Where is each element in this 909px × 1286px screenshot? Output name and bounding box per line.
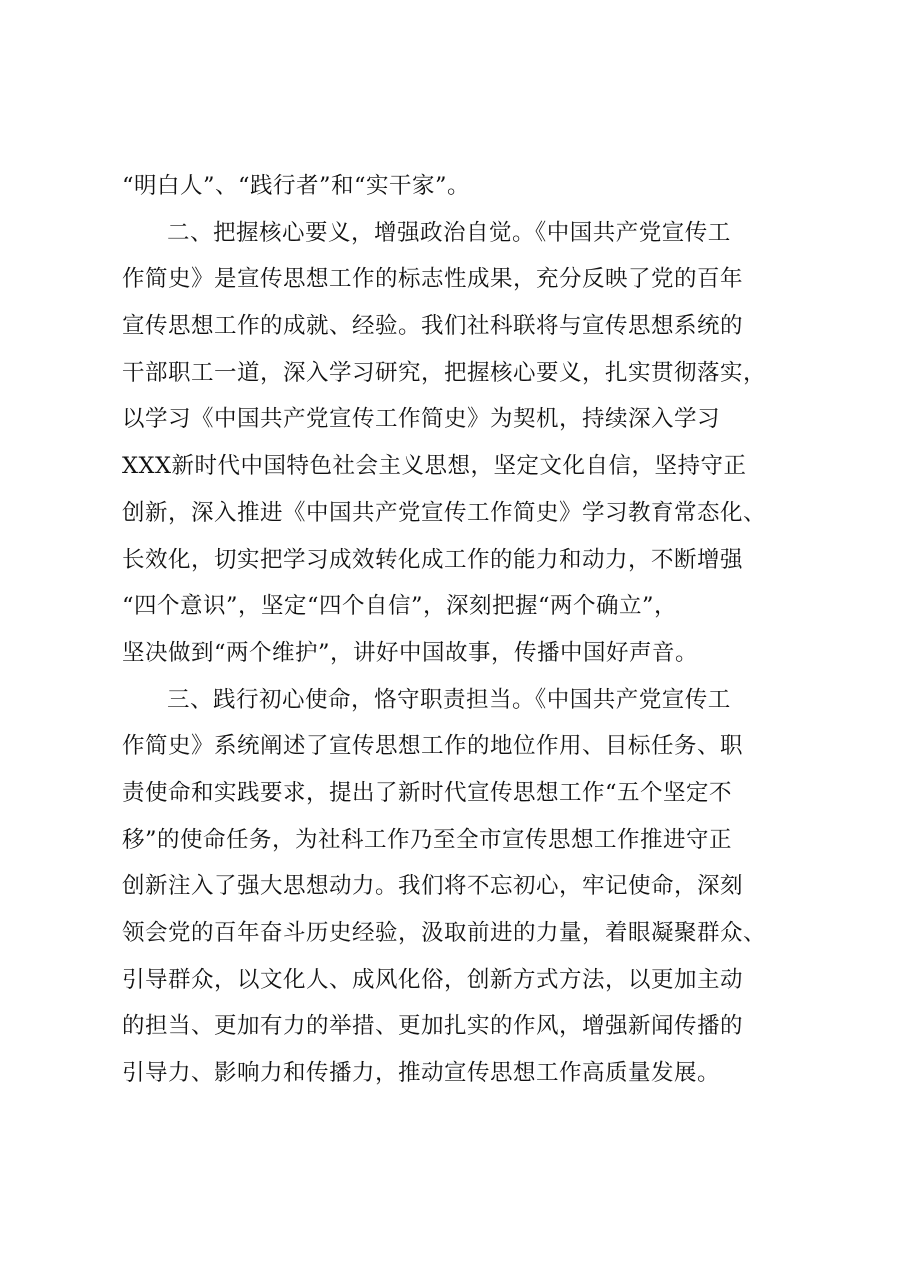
document-line: 的担当、更加有力的举措、更加扎实的作风，增强新闻传播的: [122, 1013, 744, 1040]
document-line: XXX新时代中国特色社会主义思想，坚定文化自信，坚持守正: [122, 453, 747, 480]
document-line: 干部职工一道，深入学习研究，把握核心要义，扎实贯彻落实，: [122, 359, 767, 386]
document-line: 引导力、影响力和传播力，推动宣传思想工作高质量发展。: [122, 1060, 721, 1087]
document-line: 创新，深入推进《中国共产党宣传工作简史》学习教育常态化、: [122, 499, 767, 526]
document-line: 三、践行初心使命，恪守职责担当。《中国共产党宣传工: [167, 686, 731, 713]
document-line: 移”的使命任务，为社科工作乃至全市宣传思想工作推进守正: [122, 826, 733, 853]
document-line: “明白人”、“践行者”和“实干家”。: [122, 173, 471, 199]
document-line: 坚决做到“两个维护”，讲好中国故事，传播中国好声音。: [122, 639, 699, 666]
document-line: 长效化，切实把学习成效转化成工作的能力和动力，不断增强: [122, 546, 744, 573]
document-line: 创新注入了强大思想动力。我们将不忘初心，牢记使命，深刻: [122, 873, 744, 900]
document-line: 二、把握核心要义，增强政治自觉。《中国共产党宣传工: [167, 219, 731, 246]
document-line: 以学习《中国共产党宣传工作简史》为契机，持续深入学习: [122, 406, 721, 433]
document-line: 引导群众，以文化人、成风化俗，创新方式方法，以更加主动: [122, 966, 744, 993]
document-body: [122, 163, 802, 1097]
document-line: 作简史》系统阐述了宣传思想工作的地位作用、目标任务、职: [122, 733, 744, 760]
document-line: 领会党的百年奋斗历史经验，汲取前进的力量，着眼凝聚群众、: [122, 920, 767, 946]
document-line: “四个意识”，坚定“四个自信”，深刻把握“两个确立”，: [122, 593, 678, 620]
document-line: 宣传思想工作的成就、经验。我们社科联将与宣传思想系统的: [122, 313, 744, 340]
document-line: 责使命和实践要求，提出了新时代宣传思想工作“五个坚定不: [122, 779, 733, 806]
document-line: 作简史》是宣传思想工作的标志性成果，充分反映了党的百年: [122, 266, 744, 293]
